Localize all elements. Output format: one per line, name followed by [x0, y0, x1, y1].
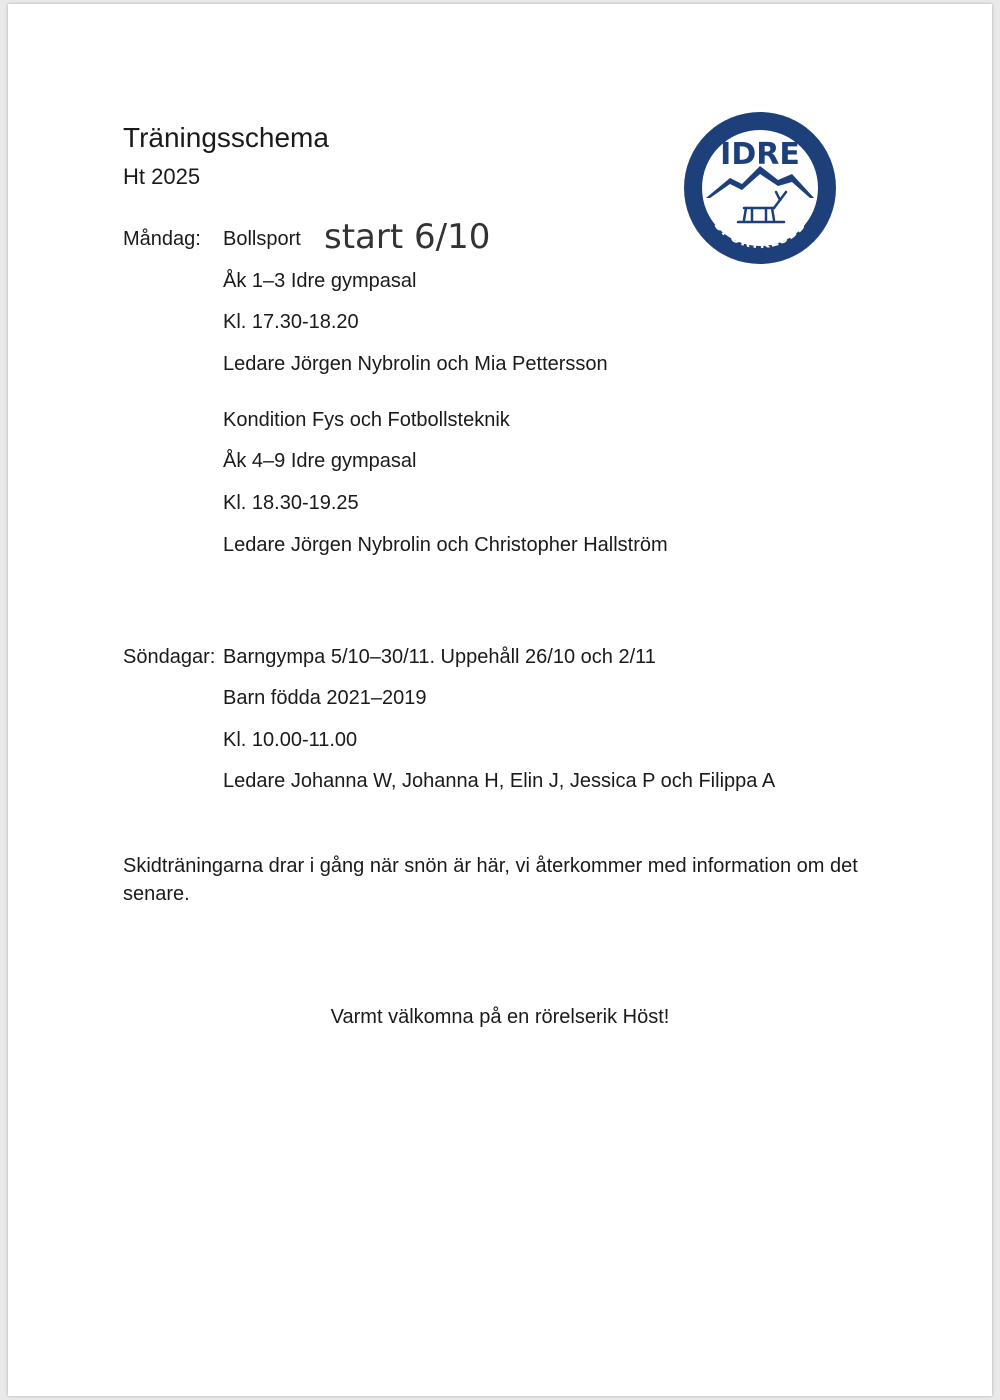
- club-logo: [680, 108, 840, 268]
- monday-group1-leaders: Ledare Jörgen Nybrolin och Mia Pettersson: [223, 353, 608, 375]
- monday-group1-time: Kl. 17.30-18.20: [223, 311, 359, 333]
- sunday-time: Kl. 10.00-11.00: [223, 729, 358, 751]
- monday-group1-grade-place: Åk 1–3 Idre gympasal: [223, 270, 417, 292]
- logo-bottom-text: SPORTKLUBB: [710, 217, 810, 253]
- monday-group2-activity: Kondition Fys och Fotbollsteknik: [223, 409, 510, 431]
- page-subtitle: Ht 2025: [123, 164, 201, 189]
- monday-group2-leaders: Ledare Jörgen Nybrolin och Christopher Hallström: [223, 534, 668, 556]
- sunday-children: Barn födda 2021–2019: [223, 687, 427, 709]
- monday-group2-time: Kl. 18.30-19.25: [223, 492, 359, 514]
- monday-activity: Bollsport: [223, 228, 301, 250]
- monday-start-note: start 6/10: [324, 217, 491, 257]
- monday-group2-grade-place: Åk 4–9 Idre gympasal: [223, 450, 417, 472]
- page-title: Träningsschema: [123, 122, 329, 153]
- sunday-activity: Barngympa 5/10–30/11. Uppehåll 26/10 och 2/11: [223, 646, 656, 668]
- ski-training-note: Skidträningarna drar i gång när snön är här, vi återkommer med information om det senare.: [123, 855, 858, 905]
- logo-top-text: IDRE: [720, 137, 800, 172]
- closing-message: Varmt välkomna på en rörelserik Höst!: [330, 1006, 670, 1028]
- monday-label: Måndag:: [123, 228, 201, 250]
- sunday-label: Söndagar:: [123, 646, 216, 668]
- document-page: [8, 4, 992, 1396]
- sunday-leaders: Ledare Johanna W, Johanna H, Elin J, Jessica P och Filippa A: [223, 770, 776, 792]
